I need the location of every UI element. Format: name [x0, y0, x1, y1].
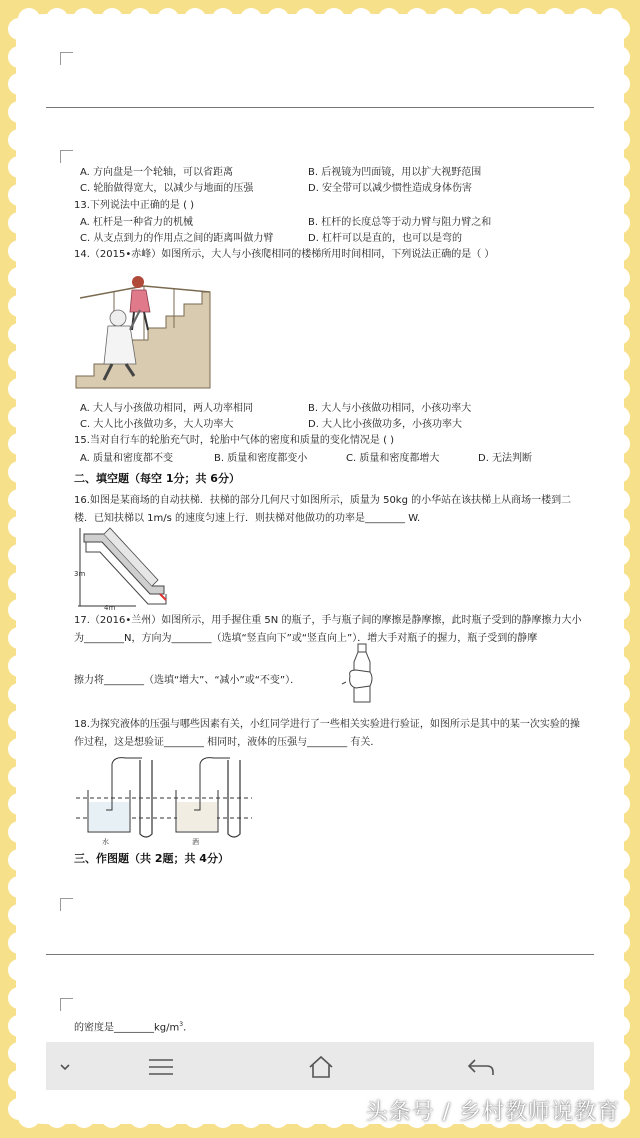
watermark: 头条号 / 乡村教师说教育	[365, 1100, 620, 1125]
chevron-down-icon[interactable]	[50, 1052, 80, 1082]
q14-option-c: C. 大人比小孩做功多，大人功率大	[80, 419, 234, 430]
q13-stem: 13.下列说法中正确的是 ( )	[74, 200, 195, 211]
page-corner-mark	[60, 52, 73, 65]
q12-option-c: C. 轮胎做得宽大，以减少与地面的压强	[80, 183, 254, 194]
q15-option-b: B. 质量和密度都变小	[214, 453, 308, 464]
q12-option-d: D. 安全带可以减少惯性造成身体伤害	[308, 183, 473, 194]
q17-line-2: 为________N，方向为________（选填“竖直向下”或“竖直向上”）．增大手对瓶子的握力，瓶子受到的静摩	[74, 633, 538, 644]
alcohol-label: 酒	[192, 838, 199, 846]
q17-line-1: 17.（2016•兰州）如图所示，用手握住重 5N 的瓶子，手与瓶子间的摩擦是静摩擦，此时瓶子受到的静摩擦力大小	[74, 615, 582, 626]
section-2-heading: 二、填空题（每空 1分；共 6分）	[74, 472, 240, 485]
q12-option-b: B. 后视镜为凹面镜，用以扩大视野范围	[308, 167, 482, 178]
back-icon[interactable]	[466, 1052, 496, 1082]
q14-option-a: A. 大人与小孩做功相同，两人功率相同	[80, 403, 254, 414]
escalator-width-label: 4m	[104, 604, 116, 610]
q13-option-a: A. 杠杆是一种省力的机械	[80, 217, 194, 228]
unit-superscript: 3	[179, 1021, 184, 1028]
q18-line-1: 18.为探究液体的压强与哪些因素有关，小红同学进行了一些相关实验进行验证，如图所示是其中的某一次实验的操	[74, 719, 580, 730]
q16-line-1: 16.如图是某商场的自动扶梯．扶梯的部分几何尺寸如图所示，质量为 50kg 的小华站在该扶梯上从商场一楼到二	[74, 495, 572, 506]
next-page-text	[74, 1018, 193, 1035]
escalator-height-label: 3m	[74, 570, 86, 578]
stairs-figure	[74, 268, 214, 396]
q13-option-d: D. 杠杆可以是直的，也可以是弯的	[308, 233, 463, 244]
page-separator	[46, 954, 594, 955]
page-corner-mark	[60, 150, 73, 163]
bottom-navbar	[46, 1042, 594, 1090]
q18-line-2: 作过程，这是想验证________ 相同时，液体的压强与________ 有关．	[74, 737, 381, 748]
page-corner-mark	[60, 998, 73, 1011]
home-icon[interactable]	[306, 1052, 336, 1082]
bottle-figure	[340, 642, 384, 706]
page-corner-mark	[60, 898, 73, 911]
next-page-line: 的密度是________kg/m	[74, 1022, 180, 1034]
q14-option-b: B. 大人与小孩做功相同，小孩功率大	[308, 403, 472, 414]
next-page-end: ．	[183, 1022, 194, 1034]
water-label: 水	[102, 838, 109, 846]
q17-line-3: 擦力将________（选填“增大”、“减小”或“不变”）．	[74, 675, 301, 686]
q15-option-a: A. 质量和密度都不变	[80, 453, 174, 464]
q15-option-c: C. 质量和密度都增大	[346, 453, 440, 464]
q14-stem: 14.（2015•赤峰）如图所示，大人与小孩爬相同的楼梯所用时间相同，下列说法正确的是（ ）	[74, 249, 495, 260]
q16-line-2: 楼．已知扶梯以 1m/s 的速度匀速上行．则扶梯对他做功的功率是________ W.	[74, 513, 421, 524]
q15-option-d: D. 无法判断	[478, 453, 533, 464]
document-viewer[interactable]	[46, 46, 594, 1090]
q13-option-c: C. 从支点到力的作用点之间的距离叫做力臂	[80, 233, 274, 244]
q15-stem: 15.当对自行车的轮胎充气时，轮胎中气体的密度和质量的变化情况是 ( )	[74, 435, 395, 446]
q14-option-d: D. 大人比小孩做功多，小孩功率大	[308, 419, 463, 430]
escalator-figure	[74, 524, 174, 610]
menu-icon[interactable]	[146, 1052, 176, 1082]
q12-option-a: A. 方向盘是一个轮轴，可以省距离	[80, 167, 234, 178]
q13-option-b: B. 杠杆的长度总等于动力臂与阻力臂之和	[308, 217, 492, 228]
section-3-heading: 三、作图题（共 2题；共 4分）	[74, 852, 229, 865]
page-separator	[46, 107, 594, 108]
pressure-gauge-figure	[76, 750, 252, 846]
